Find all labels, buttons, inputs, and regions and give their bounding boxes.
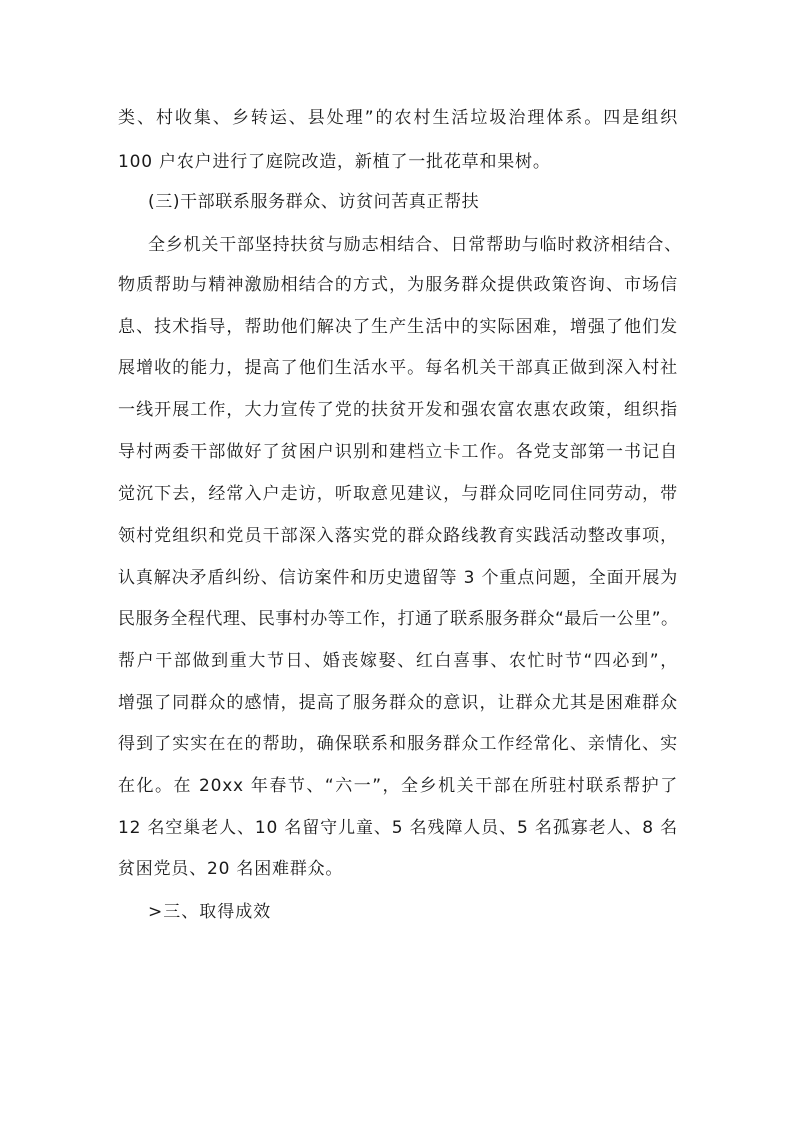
paragraph-line: 物质帮助与精神激励相结合的方式，为服务群众提供政策咨询、市场信 [118,275,678,295]
subsection-heading: (三)干部联系服务群众、访贫问苦真正帮扶 [148,192,480,212]
paragraph-line: 贫困党员、20 名困难群众。 [118,859,344,879]
paragraph-line: 得到了实实在在的帮助，确保联系和服务群众工作经常化、亲情化、实 [118,734,678,754]
paragraph-line: 100 户农户进行了庭院改造，新植了一批花草和果树。 [118,152,551,172]
paragraph-line: 认真解决矛盾纠纷、信访案件和历史遗留等 3 个重点问题，全面开展为 [118,568,678,588]
paragraph-line: 导村两委干部做好了贫困户识别和建档立卡工作。各党支部第一书记自 [118,442,678,462]
section-heading: >三、取得成效 [148,902,272,922]
paragraph-line: 民服务全程代理、民事村办等工作，打通了联系服务群众“最后一公里”。 [118,609,678,629]
paragraph-line: 12 名空巢老人、10 名留守儿童、5 名残障人员、5 名孤寡老人、8 名 [118,818,678,838]
paragraph-line: 增强了同群众的感情，提高了服务群众的意识，让群众尤其是困难群众 [118,693,678,713]
paragraph-line: 类、村收集、乡转运、县处理”的农村生活垃圾治理体系。四是组织 [118,108,678,128]
paragraph-line: 觉沉下去，经常入户走访，听取意见建议，与群众同吃同住同劳动，带 [118,484,678,504]
paragraph-line: 在化。在 20xx 年春节、“六一”，全乡机关干部在所驻村联系帮护了 [118,776,678,796]
paragraph-line: 全乡机关干部坚持扶贫与励志相结合、日常帮助与临时救济相结合、 [148,235,682,255]
paragraph-line: 展增收的能力，提高了他们生活水平。每名机关干部真正做到深入村社 [118,358,678,378]
paragraph-line: 息、技术指导，帮助他们解决了生产生活中的实际困难，增强了他们发 [118,317,678,337]
paragraph-line: 一线开展工作，大力宣传了党的扶贫开发和强农富农惠农政策，组织指 [118,400,678,420]
paragraph-line: 领村党组织和党员干部深入落实党的群众路线教育实践活动整改事项， [118,526,678,546]
paragraph-line: 帮户干部做到重大节日、婚丧嫁娶、红白喜事、农忙时节“四必到”， [118,651,678,671]
